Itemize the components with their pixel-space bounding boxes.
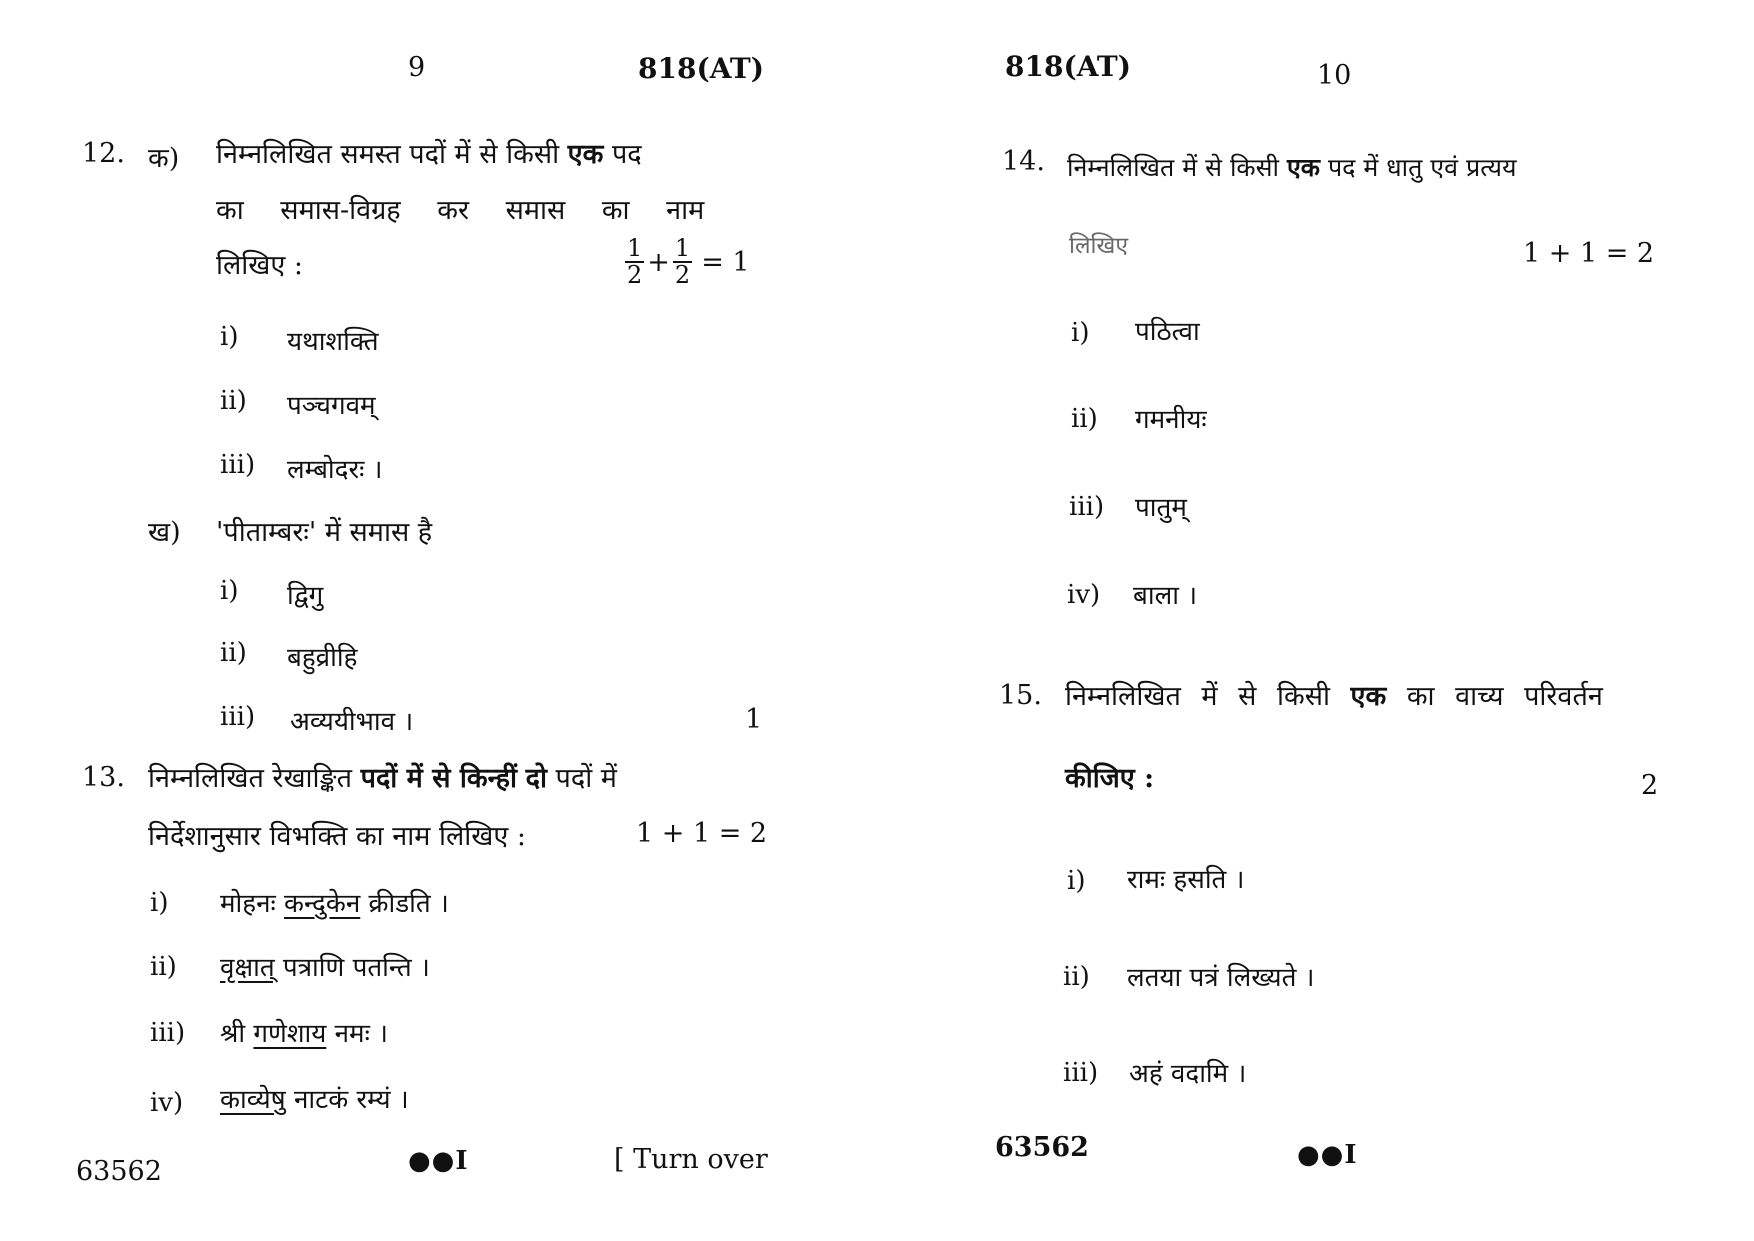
q13-marks: 1 + 1 = 2: [636, 818, 768, 849]
paper-code: 818(AT): [1005, 50, 1131, 83]
q13-line2: निर्देशानुसार विभक्ति का नाम लिखिए :: [148, 821, 526, 852]
underlined-word: कन्दुकेन: [284, 889, 361, 919]
fraction-denominator: 2: [627, 261, 643, 290]
q12-marks: [625, 236, 750, 288]
q15-line2: कीजिए :: [1065, 763, 1155, 794]
part-b-marks: 1: [745, 704, 763, 735]
marks-total: = 1: [701, 246, 750, 278]
q15-line1-a: निम्नलिखित में से किसी: [1065, 681, 1330, 712]
q12-line1-end: पद: [611, 139, 642, 170]
fraction-half-2: [673, 236, 692, 288]
underlined-word: गणेशाय: [253, 1019, 327, 1049]
q15-line1-b: का वाच्य परिवर्तन: [1406, 681, 1603, 712]
part-a-label: क): [148, 143, 180, 174]
question-number-12: 12.: [82, 138, 125, 169]
footer-code: 63562: [995, 1132, 1089, 1163]
fraction-half-1: [625, 236, 644, 288]
q12-line3: लिखिए :: [216, 250, 303, 281]
footer-mark: ●●I: [408, 1146, 469, 1176]
option-sentence: [220, 948, 430, 984]
sentence-post: पत्राणि पतन्ति ।: [282, 953, 430, 983]
option-label: iv): [1067, 580, 1101, 610]
option-label: i): [1067, 866, 1086, 896]
option-label: iii): [220, 450, 256, 480]
fraction-numerator: 1: [627, 234, 643, 262]
option-label: ii): [1071, 404, 1098, 434]
q13-line1-b: पदों में से किन्हीं: [360, 763, 518, 794]
q12-line1-text: निम्नलिखित समस्त पदों में से किसी: [216, 139, 560, 170]
footer-mark: ●●I: [1297, 1140, 1358, 1170]
right-page: [877, 0, 1754, 1241]
sentence-post: नमः ।: [334, 1019, 388, 1049]
option-label: ii): [220, 386, 247, 416]
option-label: iv): [150, 1088, 184, 1118]
q15-marks: 2: [1641, 770, 1659, 801]
option-label: i): [220, 576, 239, 606]
sentence-pre: मोहनः: [220, 889, 276, 919]
part-b-text: 'पीताम्बरः' में समास है: [216, 517, 433, 548]
option-text: लतया पत्रं लिख्यते ।: [1127, 963, 1315, 993]
q15-line1: [1065, 676, 1603, 713]
option-text: द्विगु: [287, 581, 324, 611]
q12-line1-bold: एक: [567, 139, 604, 170]
turn-over: [ Turn over: [614, 1144, 768, 1175]
q14-marks: 1 + 1 = 2: [1523, 238, 1655, 269]
q12-line1: [216, 134, 642, 171]
q14-line1-a: निम्नलिखित में से किसी: [1067, 153, 1279, 182]
page-number: 9: [408, 52, 426, 83]
option-sentence: [220, 1014, 388, 1050]
option-label: ii): [220, 638, 247, 668]
option-text: अव्ययीभाव ।: [290, 707, 414, 737]
question-number-15: 15.: [999, 680, 1042, 711]
option-label: iii): [150, 1018, 186, 1048]
option-text: लम्बोदरः ।: [287, 455, 383, 485]
underlined-word: काव्येषु: [220, 1085, 286, 1115]
q13-line1: [148, 758, 617, 795]
option-text: यथाशक्ति: [287, 327, 379, 357]
option-sentence: [220, 1080, 409, 1116]
option-sentence: [220, 884, 449, 920]
option-label: ii): [1063, 962, 1090, 992]
option-label: iii): [220, 702, 256, 732]
option-label: ii): [150, 952, 177, 982]
plus-sign: +: [647, 246, 670, 278]
page-number: 10: [1317, 60, 1352, 91]
question-number-14: 14.: [1002, 146, 1045, 177]
part-b-label: ख): [148, 517, 181, 548]
underlined-word: वृक्षात्: [220, 953, 275, 983]
option-label: i): [150, 888, 169, 918]
option-text: पातुम्: [1135, 493, 1187, 523]
option-label: i): [1071, 318, 1090, 348]
q13-line1-a: निम्नलिखित रेखाङ्कित: [148, 763, 353, 794]
option-text: बहुव्रीहि: [287, 643, 358, 673]
q13-line1-c: पदों में: [555, 763, 617, 794]
q12-line2: का समास-विग्रह कर समास का नाम: [216, 195, 705, 226]
footer-code: 63562: [76, 1156, 162, 1187]
sentence-post: नाटकं रम्यं ।: [293, 1085, 409, 1115]
option-label: iii): [1063, 1058, 1099, 1088]
q14-line1: [1067, 150, 1516, 184]
paper-code: 818(AT): [638, 52, 764, 85]
option-text: अहं वदामि ।: [1129, 1059, 1247, 1089]
sentence-pre: श्री: [220, 1019, 246, 1049]
option-text: पठित्वा: [1135, 317, 1200, 347]
fraction-denominator: 2: [674, 261, 691, 290]
q14-line1-bold: एक: [1286, 153, 1320, 182]
sentence-post: क्रीडति ।: [368, 889, 449, 919]
q14-line2: लिखिए: [1069, 233, 1129, 259]
question-number-13: 13.: [82, 762, 125, 793]
option-label: i): [220, 322, 239, 352]
q13-line1-bold: दो: [525, 763, 547, 794]
fraction-numerator: 1: [674, 234, 691, 262]
option-label: iii): [1069, 492, 1105, 522]
q15-line1-bold: एक: [1350, 681, 1387, 712]
option-text: गमनीयः: [1135, 405, 1207, 435]
option-text: बाला ।: [1133, 581, 1198, 611]
option-text: पञ्चगवम्: [287, 391, 376, 421]
option-text: रामः हसति ।: [1127, 865, 1245, 895]
q14-line1-b: पद में धातु एवं प्रत्यय: [1327, 153, 1517, 182]
